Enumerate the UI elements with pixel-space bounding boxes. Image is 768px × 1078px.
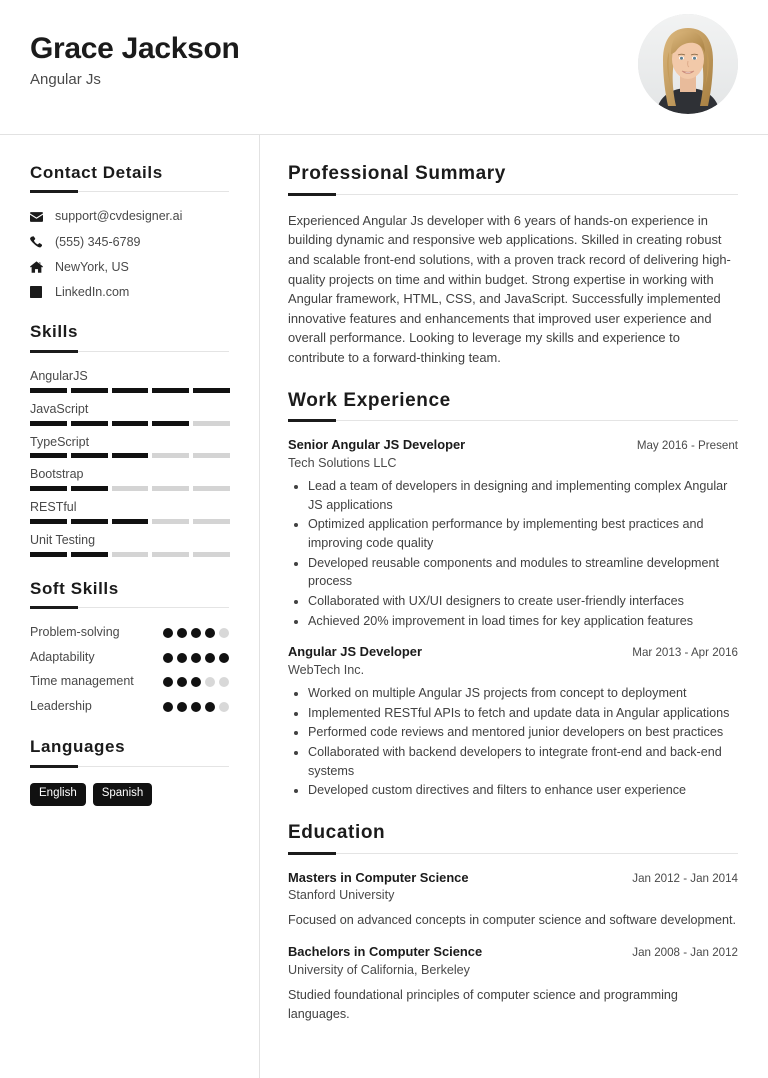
skill-row bbox=[30, 401, 229, 426]
level-segment bbox=[112, 486, 149, 491]
rating-dot bbox=[219, 677, 229, 687]
bullet-item: • Developed reusable components and modules to streamline development process bbox=[308, 554, 738, 591]
section-education bbox=[288, 822, 738, 1024]
soft-skills-heading: Soft Skills bbox=[30, 579, 119, 599]
soft-skill-label: Problem-solving bbox=[30, 625, 120, 640]
skill-level-bar bbox=[30, 453, 230, 458]
level-segment bbox=[193, 552, 230, 557]
job-role: Angular JS Developer bbox=[288, 644, 422, 660]
level-segment bbox=[152, 421, 189, 426]
soft-skills-list bbox=[30, 624, 229, 715]
level-segment bbox=[152, 519, 189, 524]
bullet-item: • Achieved 20% improvement in load times for key application features bbox=[308, 612, 738, 631]
skill-label: RESTful bbox=[30, 500, 77, 515]
job-bullet-list bbox=[288, 684, 738, 800]
job-date-range: May 2016 - Present bbox=[636, 439, 738, 453]
degree-description: Studied foundational principles of computer science and programming languages. bbox=[288, 987, 678, 1021]
degree-description: Focused on advanced concepts in computer science and software development. bbox=[288, 913, 737, 928]
soft-skill-label: Adaptability bbox=[30, 649, 95, 664]
soft-skill-row bbox=[30, 698, 229, 716]
main-content bbox=[260, 135, 768, 1078]
bullet-item: • Worked on multiple Angular JS projects from concept to deployment bbox=[308, 684, 738, 703]
level-segment bbox=[152, 453, 189, 458]
level-segment bbox=[30, 519, 67, 524]
soft-skill-row bbox=[30, 673, 229, 691]
level-segment bbox=[71, 421, 108, 426]
level-segment bbox=[193, 519, 230, 524]
work-entry bbox=[288, 437, 738, 630]
home-icon bbox=[30, 261, 48, 273]
level-segment bbox=[152, 486, 189, 491]
section-rule bbox=[288, 853, 738, 854]
professional-summary-heading: Professional Summary bbox=[288, 163, 506, 184]
contact-value: (555) 345-6789 bbox=[55, 234, 141, 249]
section-languages bbox=[30, 737, 229, 805]
section-rule bbox=[30, 766, 229, 767]
job-bullet-list bbox=[288, 477, 738, 630]
contact-value: LinkedIn.com bbox=[55, 285, 130, 300]
level-segment bbox=[112, 453, 149, 458]
degree-date-range: Jan 2008 - Jan 2012 bbox=[632, 946, 738, 960]
language-tag-list bbox=[30, 783, 229, 806]
job-title: Angular Js bbox=[30, 70, 101, 88]
languages-heading: Languages bbox=[30, 737, 126, 757]
rating-dot bbox=[163, 628, 173, 638]
level-segment bbox=[30, 486, 67, 491]
section-rule bbox=[30, 607, 229, 608]
bullet-item: • Implemented RESTful APIs to fetch and update data in Angular applications bbox=[308, 704, 738, 723]
job-company: WebTech Inc. bbox=[288, 663, 365, 677]
rating-dot bbox=[177, 628, 187, 638]
rating-dot bbox=[191, 653, 201, 663]
skills-list bbox=[30, 368, 229, 557]
level-segment bbox=[30, 453, 67, 458]
skill-row bbox=[30, 434, 229, 459]
rating-dot bbox=[205, 653, 215, 663]
work-experience-heading: Work Experience bbox=[288, 389, 451, 411]
skill-row bbox=[30, 368, 229, 393]
resume-body bbox=[0, 135, 768, 1078]
rating-dot bbox=[205, 677, 215, 687]
section-rule bbox=[288, 420, 738, 421]
level-segment bbox=[112, 519, 149, 524]
skill-level-bar bbox=[30, 421, 230, 426]
rating-dot bbox=[191, 702, 201, 712]
level-segment bbox=[152, 388, 189, 393]
skill-label: Bootstrap bbox=[30, 467, 84, 482]
envelope-icon bbox=[30, 212, 48, 222]
contact-details-heading: Contact Details bbox=[30, 163, 163, 182]
level-segment bbox=[71, 388, 108, 393]
level-segment bbox=[193, 453, 230, 458]
section-skills bbox=[30, 322, 229, 557]
contact-item-phone[interactable] bbox=[30, 234, 229, 250]
rating-dot bbox=[163, 677, 173, 687]
degree-date-range: Jan 2012 - Jan 2014 bbox=[632, 871, 738, 885]
level-segment bbox=[112, 421, 149, 426]
contact-item-email[interactable] bbox=[30, 208, 229, 224]
level-segment bbox=[71, 453, 108, 458]
profile-photo-icon bbox=[638, 14, 738, 114]
skill-level-bar bbox=[30, 519, 230, 524]
skill-label: JavaScript bbox=[30, 401, 89, 416]
phone-icon bbox=[30, 236, 48, 248]
work-entry bbox=[288, 644, 738, 800]
soft-skill-rating bbox=[163, 624, 229, 638]
professional-summary-text: Experienced Angular Js developer with 6 years of hands-on experience in building dynamic and responsive web applications. Skilled in creating robust and scalable front-end solutions, with a proven track record of delivering high-quality projects on time and within budget. Strong expertise in working with Angular framework, HTML, CSS, and JavaScript. Successfully implemented innovative features and enhancements that improved user experience and overall performance. Looking to leverage my skills and experience to contribute to a forward-thinking team. bbox=[288, 212, 731, 366]
section-soft-skills bbox=[30, 579, 229, 715]
bullet-item: • Lead a team of developers in designing and implementing complex Angular JS applications bbox=[308, 477, 738, 514]
level-segment bbox=[193, 388, 230, 393]
level-segment bbox=[30, 388, 67, 393]
rating-dot bbox=[205, 702, 215, 712]
level-segment bbox=[71, 552, 108, 557]
soft-skill-label: Time management bbox=[30, 674, 134, 689]
skill-level-bar bbox=[30, 552, 230, 557]
contact-value: NewYork, US bbox=[55, 259, 129, 274]
level-segment bbox=[112, 552, 149, 557]
bullet-item: • Developed custom directives and filters to enhance user experience bbox=[308, 781, 738, 800]
level-segment bbox=[193, 421, 230, 426]
job-date-range: Mar 2013 - Apr 2016 bbox=[632, 646, 738, 660]
rating-dot bbox=[191, 677, 201, 687]
degree-title: Masters in Computer Science bbox=[288, 869, 469, 885]
rating-dot bbox=[177, 702, 187, 712]
section-work-experience bbox=[288, 390, 738, 800]
skill-level-bar bbox=[30, 486, 230, 491]
job-company: Tech Solutions LLC bbox=[288, 456, 397, 471]
bullet-item: • Performed code reviews and mentored junior developers on best practices bbox=[308, 723, 738, 742]
rating-dot bbox=[177, 653, 187, 663]
skills-heading: Skills bbox=[30, 322, 79, 342]
rating-dot bbox=[177, 677, 187, 687]
contact-item-linkedin[interactable] bbox=[30, 284, 229, 300]
section-professional-summary bbox=[288, 163, 738, 368]
page-title: Grace Jackson bbox=[30, 31, 240, 65]
sidebar bbox=[0, 135, 260, 1078]
section-rule bbox=[30, 351, 229, 352]
education-heading: Education bbox=[288, 821, 386, 843]
skill-row bbox=[30, 499, 229, 524]
skill-label: Unit Testing bbox=[30, 533, 96, 548]
level-segment bbox=[152, 552, 189, 557]
language-tag[interactable]: English bbox=[30, 783, 86, 806]
rating-dot bbox=[219, 653, 229, 663]
soft-skill-rating bbox=[163, 673, 229, 687]
soft-skill-rating bbox=[163, 698, 229, 712]
rating-dot bbox=[219, 628, 229, 638]
education-entry bbox=[288, 870, 738, 931]
skill-label: TypeScript bbox=[30, 434, 90, 449]
level-segment bbox=[112, 388, 149, 393]
section-rule bbox=[30, 191, 229, 192]
level-segment bbox=[30, 552, 67, 557]
rating-dot bbox=[163, 653, 173, 663]
name-block bbox=[30, 32, 240, 103]
skill-row bbox=[30, 532, 229, 557]
section-rule bbox=[288, 194, 738, 195]
level-segment bbox=[71, 486, 108, 491]
bullet-item: • Collaborated with UX/UI designers to create user-friendly interfaces bbox=[308, 592, 738, 611]
level-segment bbox=[71, 519, 108, 524]
education-entry bbox=[288, 944, 738, 1024]
rating-dot bbox=[219, 702, 229, 712]
skill-row bbox=[30, 466, 229, 491]
contact-item-location[interactable] bbox=[30, 259, 229, 275]
rating-dot bbox=[205, 628, 215, 638]
bullet-item: • Collaborated with backend developers to integrate front-end and back-end systems bbox=[308, 743, 738, 780]
rating-dot bbox=[191, 628, 201, 638]
language-tag[interactable]: Spanish bbox=[93, 783, 153, 806]
soft-skill-rating bbox=[163, 649, 229, 663]
bullet-item: • Optimized application performance by implementing best practices and improving code quality bbox=[308, 515, 738, 552]
skill-label: AngularJS bbox=[30, 368, 88, 383]
avatar bbox=[638, 14, 738, 114]
level-segment bbox=[193, 486, 230, 491]
soft-skill-row bbox=[30, 649, 229, 667]
contact-value: support@cvdesigner.ai bbox=[55, 209, 183, 224]
school-name: Stanford University bbox=[288, 888, 395, 903]
job-role: Senior Angular JS Developer bbox=[288, 437, 466, 453]
soft-skill-row bbox=[30, 624, 229, 642]
rating-dot bbox=[163, 702, 173, 712]
degree-title: Bachelors in Computer Science bbox=[288, 944, 483, 960]
contact-list bbox=[30, 208, 229, 300]
school-name: University of California, Berkeley bbox=[288, 962, 470, 977]
linkedin-icon bbox=[30, 286, 48, 298]
resume-header bbox=[0, 0, 768, 135]
section-contact-details bbox=[30, 163, 229, 300]
skill-level-bar bbox=[30, 388, 230, 393]
level-segment bbox=[30, 421, 67, 426]
soft-skill-label: Leadership bbox=[30, 698, 92, 713]
